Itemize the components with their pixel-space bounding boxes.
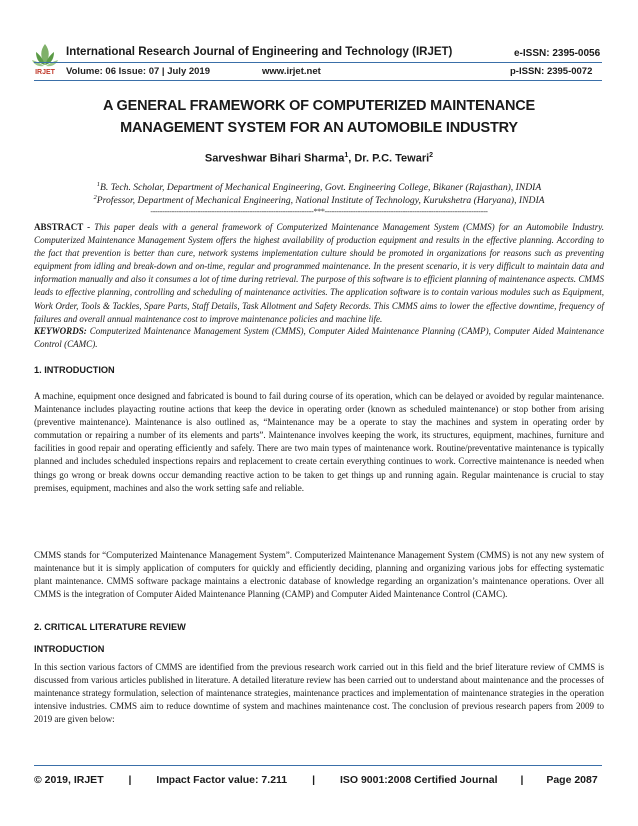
irjet-logo-icon xyxy=(30,40,60,76)
affiliation-1 xyxy=(34,181,604,193)
author-2: Dr. P.C. Tewari xyxy=(354,152,430,165)
abstract-label: ABSTRACT - xyxy=(34,222,95,232)
p-issn: p-ISSN: 2395-0072 xyxy=(510,66,593,77)
footer-rule xyxy=(34,765,602,766)
affiliation-1-sup: 1 xyxy=(96,181,101,188)
keywords-text: Computerized Maintenance Management System (CMMS), Computer Aided Maintenance Planning (CAMP), Computer Aided Maintenance Control (CAMC). xyxy=(34,326,605,350)
affiliation-1-text: B. Tech. Scholar, Department of Mechanical Engineering, Govt. Engineering College, Bikaner (Rajasthan), INDIA xyxy=(100,182,542,194)
section-1-paragraph-1: A machine, equipment once designed and fabricated is bound to fail during course of its operation, which can be delayed or avoided by regular maintenance. Maintenance includes playacting routine actions that keep the device in operating order (known as scheduled maintenance) or stop bother from arising (preventive maintenance). Maintenance is also outlined as, “Maintenance may be a operate to stay the machines and system in operating order by commutation or repairing a number of its elements and parts”. Maintenance involves keeping the work, its structures, equipment, machines, furniture and facilities in good repair and operating efficiently and safely. There are two main types of maintenance work. Routine/preventative maintenance is typically planned and includes scheduled inspections repairs and replacement to create certain everything continues to work. Corrective maintenance is needed when things go wrong or break downs occur demanding reactive action to be taken to get things up and running again. Regular maintenance is crucial to stay premises, equipment, machines and also the work setting safe and reliable. xyxy=(34,391,604,493)
section-2-subheading: INTRODUCTION xyxy=(34,644,105,654)
author-2-sup: 2 xyxy=(429,152,434,159)
section-2-paragraph-1: In this section various factors of CMMS are identified from the previous research work carried out in this field and the brief literature review of CMMS is discussed from various articles published in literature. A detailed literature review has been carried out to understand about maintenance and the processes of maintenance strategy formulation, selection of maintenance strategies, maintenance practices and implementation of maintenance strategies in the operation intensive industries. CMMS aim to reduce downtime of system and machines maintenance cost. The conclusion of previous research papers from 2009 to 2019 are given below: xyxy=(34,662,604,725)
journal-website: www.irjet.net xyxy=(262,66,321,77)
paper-title-line-1: A GENERAL FRAMEWORK OF COMPUTERIZED MAINTENANCE xyxy=(102,98,536,114)
footer-divider-1: | xyxy=(128,774,132,786)
volume-issue: Volume: 06 Issue: 07 | July 2019 xyxy=(66,66,210,77)
abstract-text: This paper deals with a general framework of Computerized Maintenance Management System (CMMS) for an Automobile Industry. Computerized Maintenance Management System offers the highest availability of production equipment and results in the effective planning. According to the fact that prevention is better than cure, network systems implementation culture should be promoted in organizations for reasons such as preventing equipment from idling and break-down and on-time, regular and programmed maintenance. In the present scenario, it is very difficult to maintain data and information manually and also it consumes a lot of time during retrieval. The purpose of this software is to efficient planning of maintenance aspects. CMMS leads to effective planning, controlling and scheduling of maintenance activities. The application software is to contain various modules such as Equipment, Work Order, Tools & Tackles, Spare Parts, Staff Details, Task Allotment and Safety Records. This CMMS aims to lower the effective downtime, frequency of failures and overall annual maintenance cost to improve maintenance policies and machine life. xyxy=(34,222,604,324)
header-rule-top xyxy=(34,62,602,63)
page-footer xyxy=(34,774,604,786)
abstract xyxy=(34,221,604,326)
section-separator: ---------------------------------------------------------------------***--------------------------------------------------------------------- xyxy=(150,207,488,216)
journal-name: International Research Journal of Engineering and Technology (IRJET) xyxy=(66,46,453,58)
logo-text: IRJET xyxy=(35,69,55,76)
footer-impact-factor: Impact Factor value: 7.211 xyxy=(156,774,288,786)
author-1-sup: 1 xyxy=(344,152,349,159)
keywords-label: KEYWORDS: xyxy=(34,326,90,336)
footer-divider-2: | xyxy=(312,774,316,786)
affiliation-2-sup: 2 xyxy=(93,194,97,201)
header-rule-bottom xyxy=(34,80,602,81)
keywords xyxy=(34,325,604,351)
section-2-heading: 2. CRITICAL LITERATURE REVIEW xyxy=(34,622,186,632)
footer-iso: ISO 9001:2008 Certified Journal xyxy=(339,774,498,786)
affiliation-2 xyxy=(34,194,604,206)
footer-divider-3: | xyxy=(520,774,524,786)
authors xyxy=(34,152,604,165)
author-separator: , xyxy=(348,152,355,165)
page-header xyxy=(0,0,638,90)
paper-title-line-2: MANAGEMENT SYSTEM FOR AN AUTOMOBILE INDUSTRY xyxy=(120,120,518,136)
affiliation-2-text: Professor, Department of Mechanical Engineering, National Institute of Technology, Kurukshetra (Haryana), INDIA xyxy=(96,195,545,207)
section-1-paragraph-2: CMMS stands for “Computerized Maintenance Management System”. Computerized Maintenance Management System (CMMS) is not any new system of maintenance but it is simply application of computers for quickly and efficiently deciding, planning and organizing various jobs for effecting systematic plant maintenance. CMMS software package maintains a electronic database of knowledge regarding an organization’s maintenance operations. Over all CMMS is the integration of Computer Aided Maintenance Planning (CAMP) and Computer Aided Maintenance Control (CAMC). xyxy=(34,550,604,600)
e-issn: e-ISSN: 2395-0056 xyxy=(514,48,601,59)
section-1-heading: 1. INTRODUCTION xyxy=(34,365,115,375)
footer-page-number: Page 2087 xyxy=(546,774,598,786)
author-1: Sarveshwar Bihari Sharma xyxy=(204,152,345,165)
footer-copyright: © 2019, IRJET xyxy=(34,774,104,786)
